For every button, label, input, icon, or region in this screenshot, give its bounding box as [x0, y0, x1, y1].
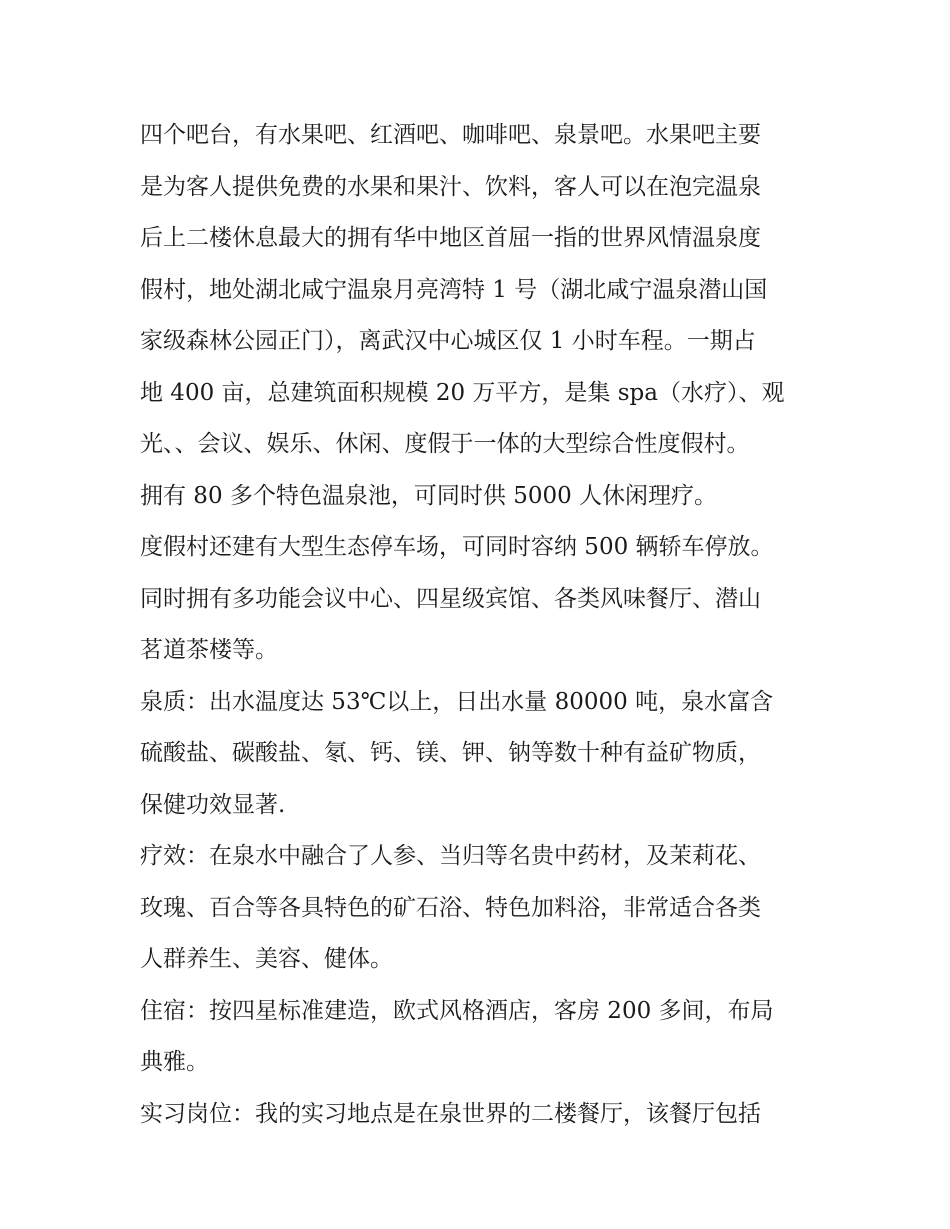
text-line: 地 400 亩，总建筑面积规模 20 万平方，是集 spa（水疗）、观	[140, 379, 785, 406]
text-line: 拥有 80 多个特色温泉池，可同时供 5000 人休闲理疗。	[140, 482, 718, 509]
text-line: 后上二楼休息最大的拥有华中地区首屈一指的世界风情温泉度	[140, 225, 761, 251]
text-line: 泉质：出水温度达 53℃以上，日出水量 80000 吨，泉水富含	[140, 688, 774, 715]
text-line: 茗道茶楼等。	[140, 637, 278, 663]
text-line: 玫瑰、百合等各具特色的矿石浴、特色加料浴，非常适合各类	[140, 894, 761, 921]
text-line: 是为客人提供免费的水果和果汁、饮料，客人可以在泡完温泉	[140, 173, 761, 200]
text-line: 假村，地处湖北咸宁温泉月亮湾特 1 号（湖北咸宁温泉潜山国	[140, 276, 768, 303]
text-line: 实习岗位：我的实习地点是在泉世界的二楼餐厅，该餐厅包括	[140, 1100, 761, 1127]
text-line: 光、、会议、娱乐、休闲、度假于一体的大型综合性度假村。	[140, 431, 750, 457]
text-line: 度假村还建有大型生态停车场，可同时容纳 500 辆轿车停放。	[140, 534, 774, 560]
body-text	[140, 110, 820, 1140]
text-line: 家级森林公园正门），离武汉中心城区仅 1 小时车程。一期占	[140, 328, 756, 354]
text-line: 人群养生、美容、健体。	[140, 946, 393, 972]
text-line: 典雅。	[140, 1049, 209, 1075]
text-line: 疗效：在泉水中融合了人参、当归等名贵中药材，及茉莉花、	[140, 843, 761, 869]
text-line: 同时拥有多功能会议中心、四星级宾馆、各类风味餐厅、潜山	[140, 585, 761, 612]
text-line: 保健功效显著.	[140, 791, 286, 818]
text-line: 四个吧台，有水果吧、红酒吧、咖啡吧、泉景吧。水果吧主要	[140, 122, 761, 148]
text-line: 硫酸盐、碳酸盐、氡、钙、镁、钾、钠等数十种有益矿物质，	[140, 740, 761, 766]
text-line: 住宿：按四星标准建造，欧式风格酒店，客房 200 多间，布局	[140, 997, 774, 1024]
